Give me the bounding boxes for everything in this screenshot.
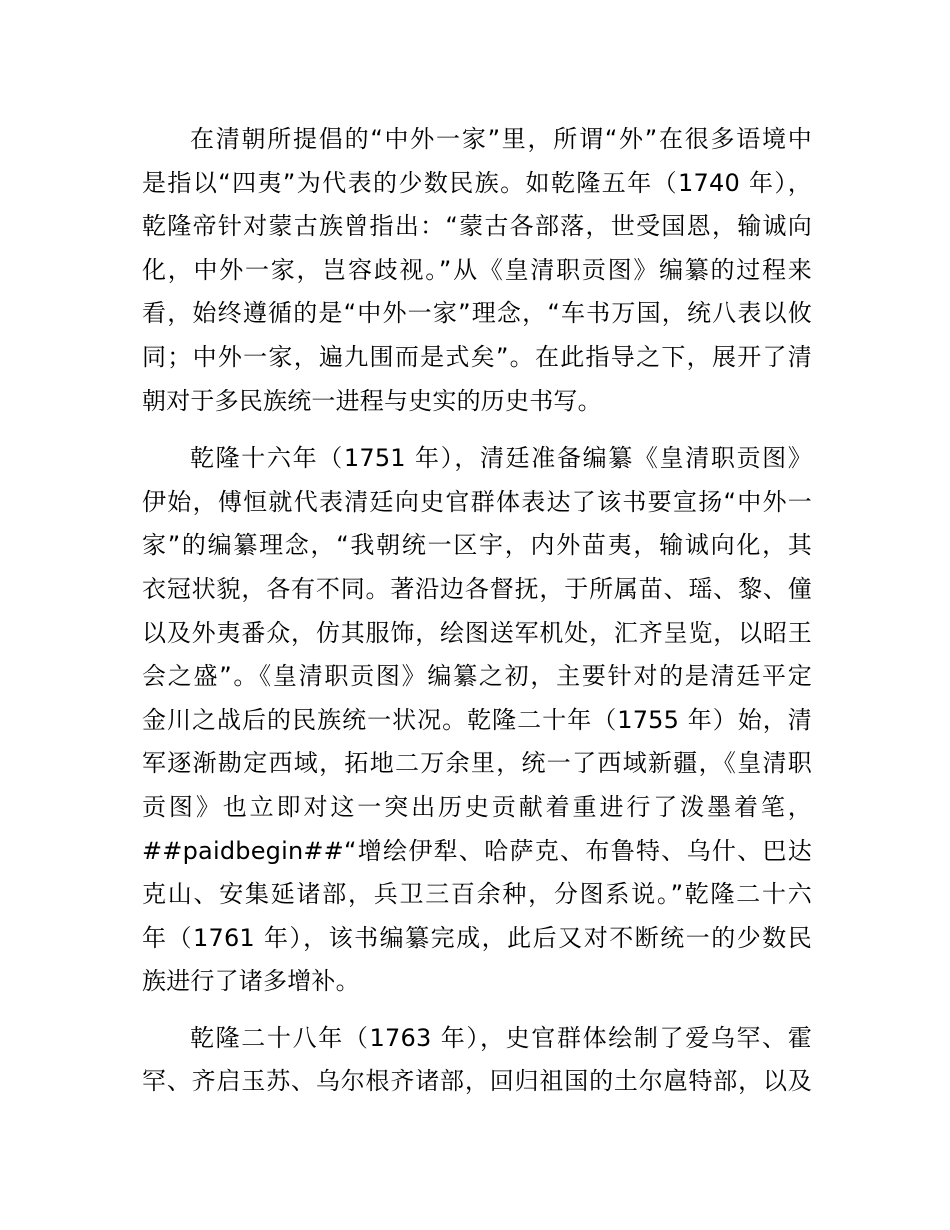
text-line: 乾隆十六年（1751 年），清廷准备编纂《皇清职贡图》: [190, 444, 812, 473]
text-line: 罕、齐启玉苏、乌尔根齐诸部，回归祖国的土尔扈特部，以及: [142, 1067, 812, 1096]
text-line: 年（1761 年），该书编纂完成，此后又对不断统一的少数民: [142, 923, 812, 952]
text-line: ##paidbegin##“增绘伊犁、哈萨克、布鲁特、乌什、巴达: [142, 836, 812, 865]
text-line: 军逐渐勘定西域，拓地二万余里，统一了西域新疆，《皇清职: [142, 749, 812, 778]
text-line: 化，中外一家，岂容歧视。”从《皇清职贡图》编纂的过程来: [142, 255, 812, 284]
text-line: 看，始终遵循的是“中外一家”理念，“车书万国，统八表以攸: [142, 299, 812, 328]
body-text: [142, 118, 812, 1104]
paragraph: [142, 437, 812, 1004]
text-line: 克山、安集延诸部，兵卫三百余种，分图系说。”乾隆二十六: [142, 880, 812, 909]
text-line: 金川之战后的民族统一状况。乾隆二十年（1755 年）始，清: [142, 705, 812, 734]
text-line: 贡图》也立即对这一突出历史贡献着重进行了泼墨着笔，: [142, 792, 812, 821]
paragraph: [142, 1017, 812, 1104]
text-line: 朝对于多民族统一进程与史实的历史书写。: [142, 386, 602, 415]
text-line: 同；中外一家，遍九围而是式矣”。在此指导之下，展开了清: [142, 342, 812, 371]
text-line: 族进行了诸多增补。: [142, 967, 360, 996]
text-line: 乾隆二十八年（1763 年），史官群体绘制了爱乌罕、霍: [190, 1023, 812, 1052]
text-line: 是指以“四夷”为代表的少数民族。如乾隆五年（1740 年），: [142, 168, 812, 197]
text-line: 乾隆帝针对蒙古族曾指出：“蒙古各部落，世受国恩，输诚向: [142, 212, 812, 241]
text-line: 以及外夷番众，仿其服饰，绘图送军机处，汇齐呈览，以昭王: [142, 618, 812, 647]
text-line: 在清朝所提倡的“中外一家”里，所谓“外”在很多语境中: [190, 125, 812, 153]
paragraph: [142, 118, 812, 423]
text-line: 衣冠状貌，各有不同。著沿边各督抚，于所属苗、瑶、黎、僮: [142, 574, 812, 603]
text-line: 伊始，傅恒就代表清廷向史官群体表达了该书要宣扬“中外一: [142, 487, 812, 516]
text-line: 家”的编纂理念，“我朝统一区宇，内外苗夷，输诚向化，其: [142, 531, 812, 560]
text-line: 会之盛”。《皇清职贡图》编纂之初，主要针对的是清廷平定: [142, 662, 812, 691]
